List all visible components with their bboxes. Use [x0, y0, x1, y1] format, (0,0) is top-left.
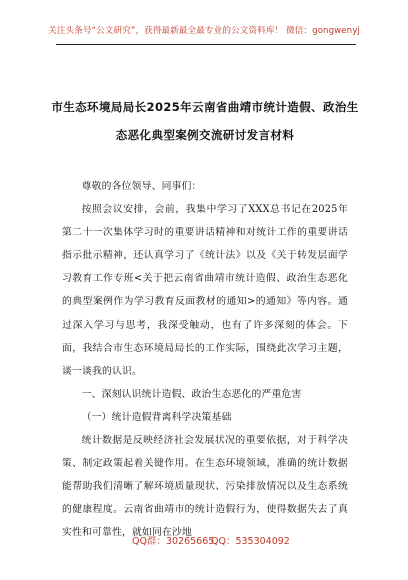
document-title-line1: 市生态环境局局长2025年云南省曲靖市统计造假、政治生 — [51, 100, 359, 114]
section-heading: 一、深刻认识统计造假、政治生态恶化的严重危害 — [81, 388, 302, 400]
document-body — [62, 175, 348, 545]
subsection-heading: （一）统计造假背离科学决策基础 — [81, 411, 232, 423]
paragraph-statistics: 统计数据是反映经济社会发展状况的重要依据，对于科学决策、制定政策起着关键作用。在生态环境领域，准确的统计数据能帮助我们清晰了解环境质量现状、污染排放情况以及生态系统的健康程度。云南省曲靖市的统计造假行为，使得数据失去了真实性和可靠性，就如同在沙地 — [62, 435, 348, 539]
footer-qq-contact: QQ：535304092 — [211, 536, 290, 547]
greeting: 尊敬的各位领导、同事们： — [81, 181, 202, 192]
footer-qq-group: QQ群：30265665 — [132, 536, 215, 547]
paragraph-intro: 按照会议安排，会前，我集中学习了XXX总书记在2025年第二十一次集体学习时的重要讲话精神和对统计工作的重要讲话指示批示精神，还认真学习了《统计法》以及《关于转发层面学习教育工作专班<关于把云南省曲靖市统计造假、政治生态恶化的典型案例作为学习教育反面教材的通知>的通知》等内容。通过深入学习与思考，我深受触动，也有了许多深刻的体会。下面，我结合市生态环境局局长的工作实际，围绕此次学习主题，谈一谈我的认识。 — [62, 204, 348, 377]
document-title-line2: 态恶化典型案例交流研讨发言材料 — [115, 128, 295, 142]
header-notice: 关注头条号“公文研究”，获得最新最全最专业的公文资料库！ 微信：gongwenyj — [48, 26, 360, 36]
header-divider — [56, 44, 356, 45]
